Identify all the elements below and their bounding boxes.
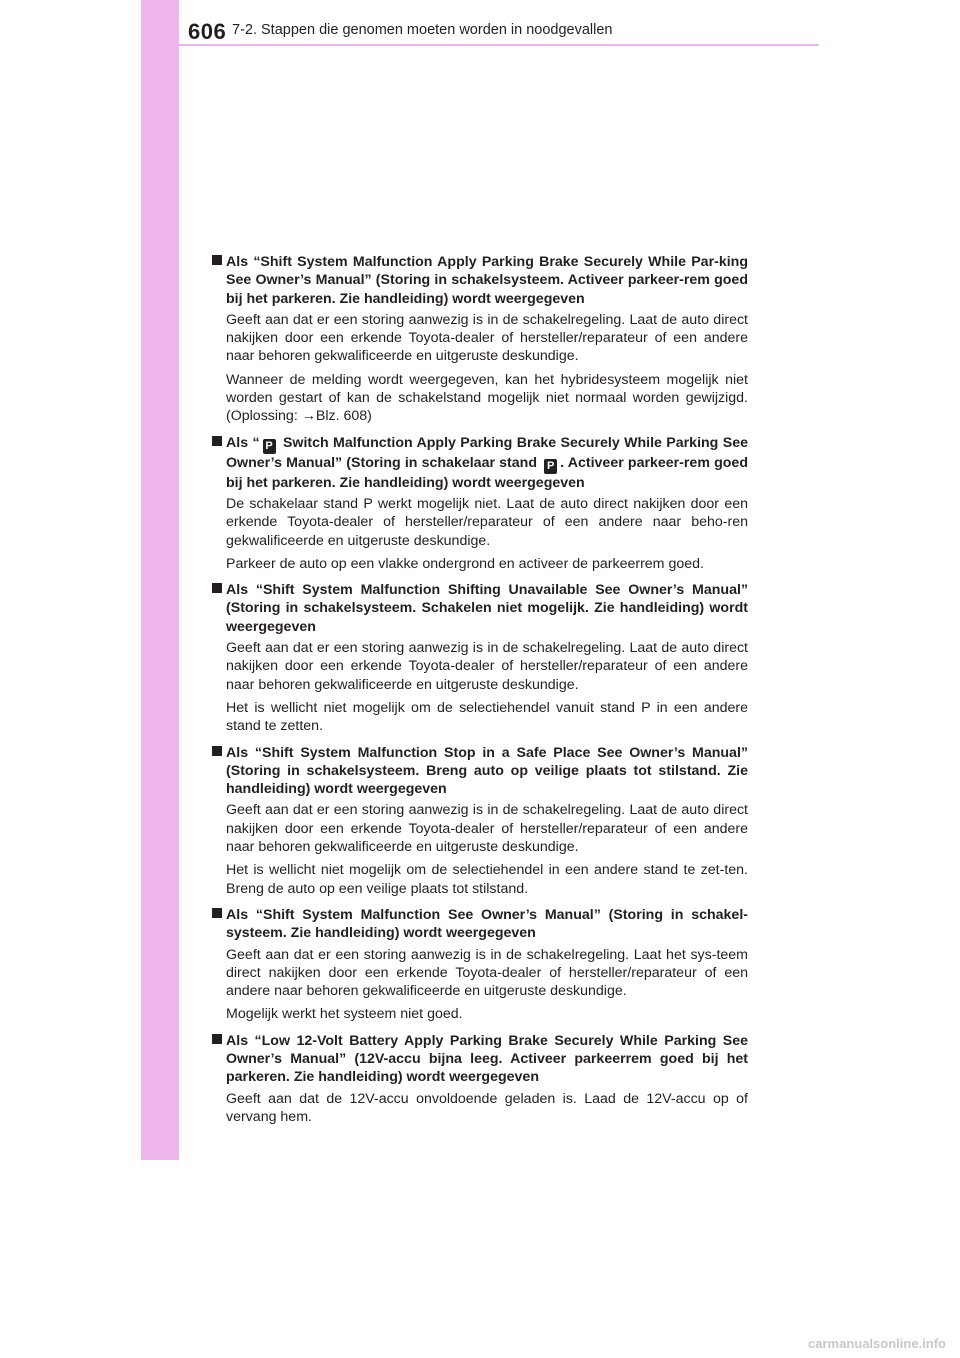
site-watermark: carmanualsonline.info <box>808 1336 946 1351</box>
item-heading: Als “Shift System Malfunction Shifting Unavailable See Owner’s Manual” (Storing in schakelsysteem. Schakelen niet mogelijk. Zie handleiding) wordt weergegeven <box>226 582 748 635</box>
square-bullet-icon <box>212 1034 222 1044</box>
item-paragraph: Geeft aan dat er een storing aanwezig is in de schakelregeling. Laat de auto direct nakijken door een erkende Toyota-dealer of hersteller/reparateur of een andere naar behoren gekwalificeerde en uitgeruste deskundige. <box>226 802 748 856</box>
heading-text: Switch Malfunction Apply Parking Brake Securely While Parking See Owner’s Manual” (Storing in schakelaar stand <box>226 434 748 471</box>
item-paragraph: Geeft aan dat er een storing aanwezig is in de schakelregeling. Laat de auto direct nakijken door een erkende Toyota-dealer of hersteller/reparateur of een andere naar behoren gekwalificeerde en uitgeruste deskundige. <box>226 311 748 365</box>
item-heading: Als “Low 12-Volt Battery Apply Parking Brake Securely While Parking See Owner’s Manual” (12V-accu bijna leeg. Activeer parkeerrem goed bij het parkeren. Zie handleiding) wordt weergegeven <box>226 1032 748 1086</box>
item-paragraph: Het is wellicht niet mogelijk om de selectiehendel vanuit stand P in een andere stand te zetten. <box>226 699 748 735</box>
page-content <box>212 253 748 1134</box>
square-bullet-icon <box>212 908 222 918</box>
header-divider <box>141 44 819 46</box>
page-number: 606 <box>188 19 227 44</box>
chapter-sidebar-tab <box>141 0 179 1160</box>
parking-p-icon: P <box>263 439 276 454</box>
item-heading <box>226 434 748 492</box>
list-item <box>212 906 748 1024</box>
item-heading: Als “Shift System Malfunction Stop in a Safe Place See Owner’s Manual” (Storing in schakelsysteem. Breng auto op veilige plaats tot stilstand. Zie handleiding) wordt weergegeven <box>226 744 748 798</box>
square-bullet-icon <box>212 746 222 756</box>
parking-p-icon: P <box>544 459 557 474</box>
item-paragraph: Wanneer de melding wordt weergegeven, kan het hybridesysteem mogelijk niet worden gestart of kan de schakelstand mogelijk niet normaal worden gewijzigd. (Oplossing: →Blz. 608) <box>226 371 748 425</box>
square-bullet-icon <box>212 436 222 446</box>
square-bullet-icon <box>212 255 222 265</box>
list-item <box>212 253 748 426</box>
square-bullet-icon <box>212 583 222 593</box>
item-heading: Als “Shift System Malfunction Apply Parking Brake Securely While Par-king See Owner’s Manual” (Storing in schakelsysteem. Activeer parkeer-rem goed bij het parkeren. Zie handleiding) wordt weergegeven <box>226 254 748 307</box>
item-paragraph: De schakelaar stand P werkt mogelijk niet. Laat de auto direct nakijken door een erkende Toyota-dealer of hersteller/reparateur of een andere naar beho-ren gekwalificeerde en uitgeruste deskundige. <box>226 495 748 549</box>
item-paragraph: Het is wellicht niet mogelijk om de selectiehendel in een andere stand te zet-ten. Breng de auto op een veilige plaats tot stilstand. <box>226 862 748 897</box>
item-paragraph: Mogelijk werkt het systeem niet goed. <box>226 1006 463 1023</box>
section-title: 7-2. Stappen die genomen moeten worden in noodgevallen <box>232 22 613 38</box>
list-item <box>212 434 748 573</box>
list-item <box>212 744 748 898</box>
item-paragraph: Parkeer de auto op een vlakke ondergrond en activeer de parkeerrem goed. <box>226 555 704 572</box>
item-paragraph: Geeft aan dat er een storing aanwezig is in de schakelregeling. Laat het sys-teem direct nakijken door een erkende Toyota-dealer of hersteller/reparateur of een andere naar behoren gekwalificeerde en uitgeruste deskundige. <box>226 946 748 1000</box>
item-paragraph: Geeft aan dat er een storing aanwezig is in de schakelregeling. Laat de auto direct nakijken door een erkende Toyota-dealer of hersteller/reparateur of een andere naar behoren gekwalificeerde en uitgeruste deskundige. <box>226 640 748 693</box>
heading-text: . Activeer parkeer-rem goed bij het parkeren. Zie handleiding) wordt weergegeven <box>226 454 748 491</box>
item-paragraph: Geeft aan dat de 12V-accu onvoldoende geladen is. Laad de 12V-accu op of vervang hem. <box>226 1090 748 1125</box>
list-item <box>212 1032 748 1126</box>
list-item <box>212 581 748 735</box>
item-heading: Als “Shift System Malfunction See Owner’s Manual” (Storing in schakel-systeem. Zie handleiding) wordt weergegeven <box>226 906 748 942</box>
heading-text: Als “ <box>226 434 260 451</box>
